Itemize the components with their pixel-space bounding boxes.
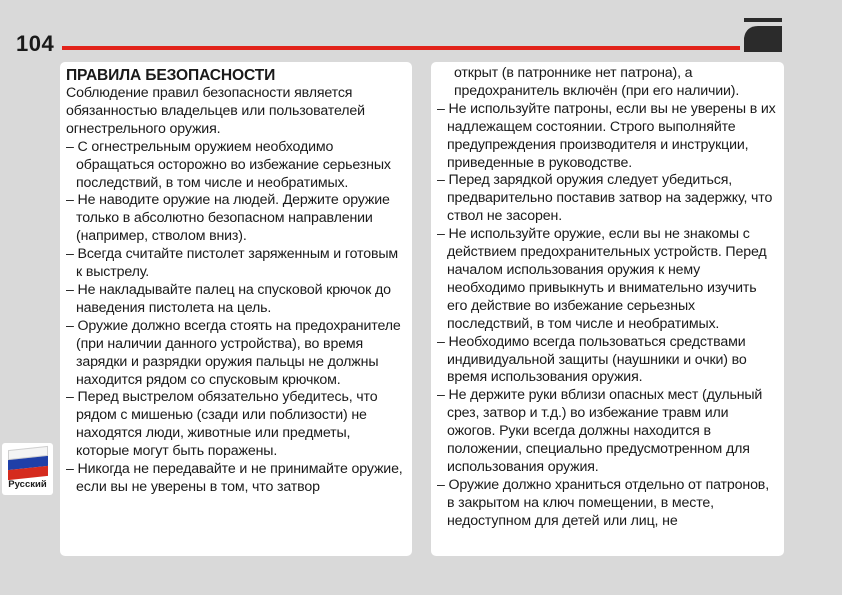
language-label: Русский bbox=[8, 479, 47, 490]
language-tab[interactable] bbox=[2, 443, 53, 495]
safety-rule-item: – Не используйте оружие, если вы не знакомы с действием предохранительных устройств. Перед началом использования оружия к нему необходимо привыкнуть и внимательно изучить его действие во избежание серьезных последствий, в том числе и необратимых. bbox=[437, 226, 767, 332]
intro-paragraph: Соблюдение правил безопасности является обязанностью владельцев или пользователей огнестрельного оружия. bbox=[66, 85, 365, 137]
safety-rule-item: – Не используйте патроны, если вы не уверены в их надлежащем состоянии. Строго выполняйте предупреждения производителя и инструкции, приведенные в руководстве. bbox=[437, 100, 776, 171]
continued-rule-text: открыт (в патроннике нет патрона), а предохранитель включён (при его наличии). bbox=[454, 65, 740, 99]
safety-rule-item: – Не наводите оружие на людей. Держите оружие только в абсолютно безопасном направлении (например, стволом вниз). bbox=[66, 192, 390, 245]
russia-flag-icon bbox=[8, 446, 48, 480]
safety-rule-item: – Никогда не передавайте и не принимайте оружие, если вы не уверены в том, что затвор bbox=[66, 461, 403, 495]
safety-rule-item: – Не держите руки вблизи опасных мест (дульный срез, затвор и т.д.) во избежание травм или ожогов. Руки всегда должны находится в положении, специально предусмотренном для использования оружия. bbox=[437, 387, 763, 475]
safety-rule-item: – Оружие должно храниться отдельно от патронов, в закрытом на ключ помещении, в месте, недоступном для детей или лиц, не bbox=[437, 476, 769, 529]
left-text-column bbox=[60, 62, 412, 556]
safety-rule-item: – Необходимо всегда пользоваться средствами индивидуальной защиты (наушники и очки) во время использования оружия. bbox=[437, 333, 747, 386]
page-number: 104 bbox=[16, 31, 55, 56]
corner-tab-icon bbox=[744, 18, 782, 52]
right-text-column bbox=[431, 62, 784, 556]
safety-rule-item: – Оружие должно всегда стоять на предохранителе (при наличии данного устройства), во время зарядки и разрядки оружия пальцы не должны находится рядом со спусковым крючком. bbox=[66, 317, 401, 388]
safety-rule-item: – Не накладывайте палец на спусковой крючок до наведения пистолета на цель. bbox=[66, 281, 391, 316]
safety-rule-item: – Перед зарядкой оружия следует убедиться, предварительно поставив затвор на задержку, что ствол не засорен. bbox=[437, 172, 773, 225]
safety-rule-item: – С огнестрельным оружием необходимо обращаться осторожно во избежание серьезных последствий, в том числе и необратимых. bbox=[66, 138, 391, 191]
safety-rule-item: – Перед выстрелом обязательно убедитесь, что рядом с мишенью (сзади или поблизости) не находятся люди, животные или предметы, которые могут быть поражены. bbox=[66, 389, 378, 460]
header-red-rule bbox=[62, 46, 740, 50]
section-heading: ПРАВИЛА БЕЗОПАСНОСТИ bbox=[66, 67, 276, 84]
safety-rule-item: – Всегда считайте пистолет заряженным и готовым к выстрелу. bbox=[66, 246, 398, 281]
